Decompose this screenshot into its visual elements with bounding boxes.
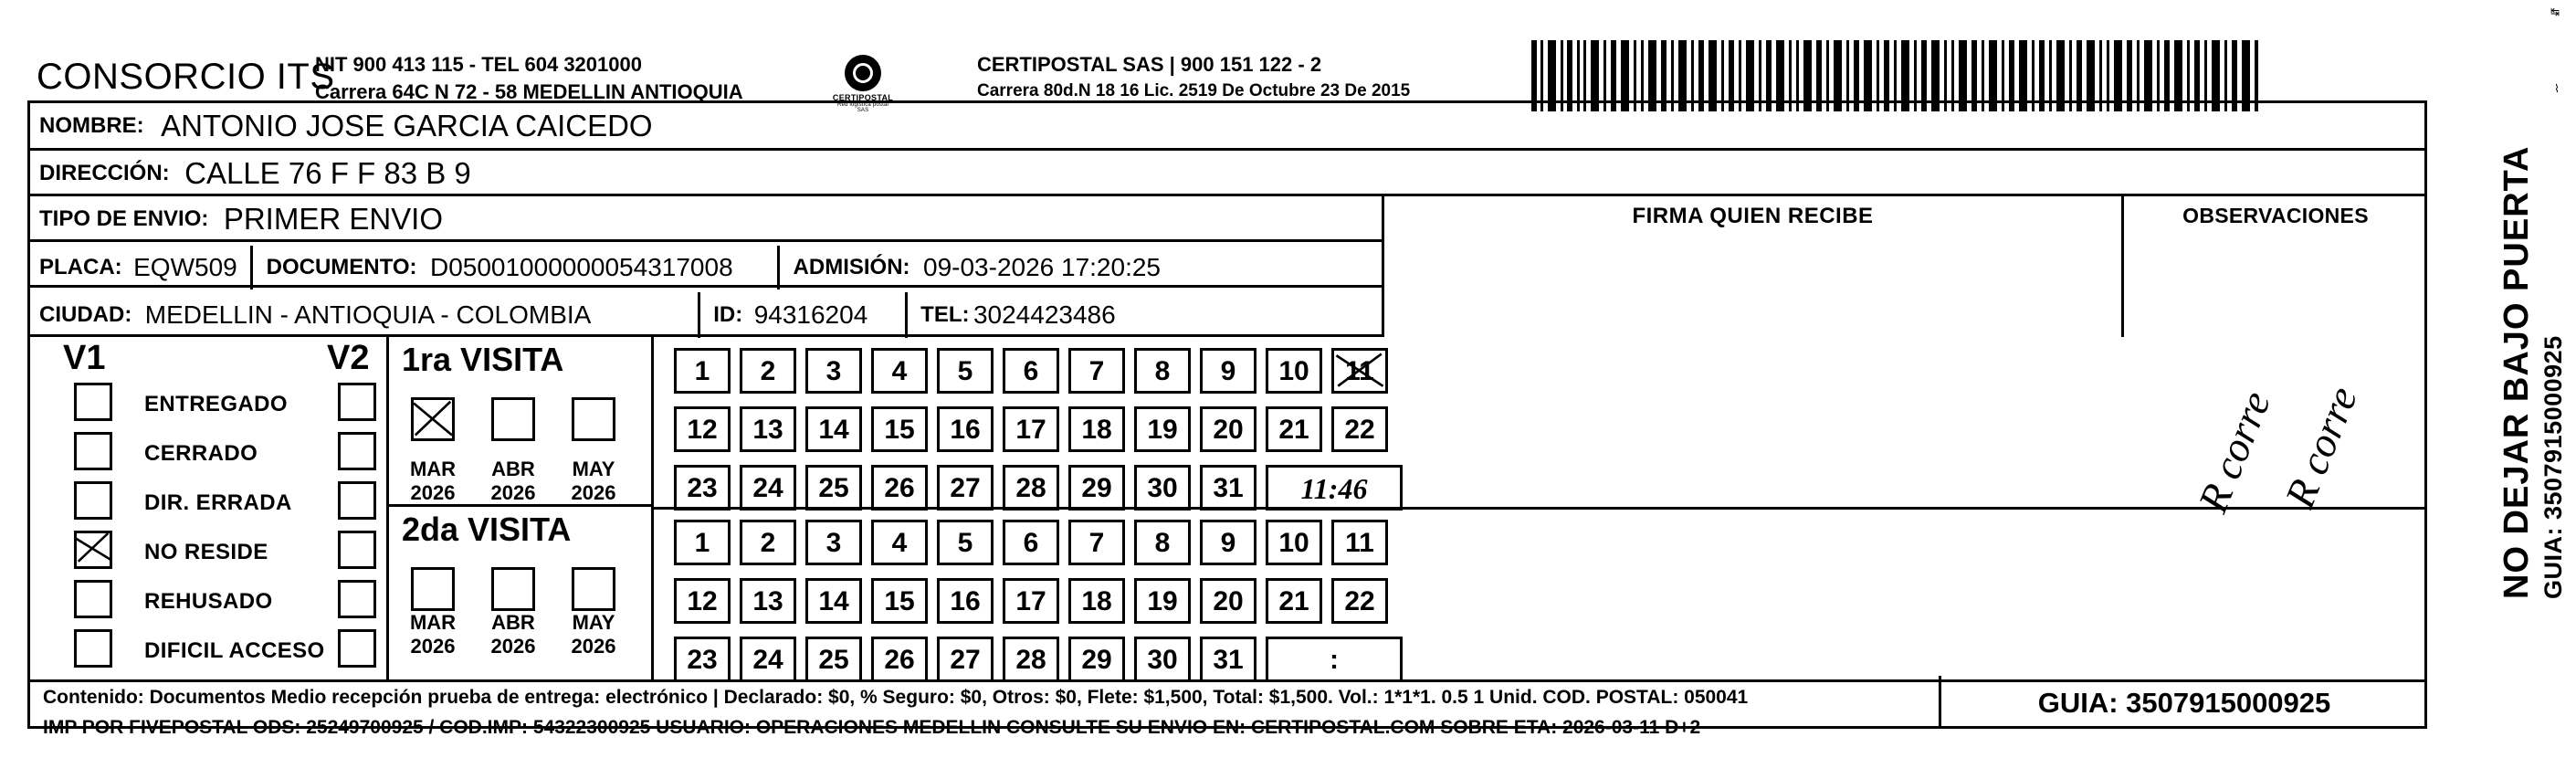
visit-1-day-16[interactable]: 16 <box>937 406 994 452</box>
checkbox-v2-cerrado[interactable] <box>338 432 376 470</box>
tipo-envio-value: PRIMER ENVIO <box>223 202 444 236</box>
visit-1-month-may-label: MAY <box>572 458 615 480</box>
visit-2-day-9[interactable]: 9 <box>1200 520 1256 565</box>
visit-1-day-30[interactable]: 30 <box>1134 465 1191 511</box>
visit-1-year-mar: 2026 <box>410 481 456 504</box>
visit-2-day-11[interactable]: 11 <box>1331 520 1388 565</box>
visit-1-day-31[interactable]: 31 <box>1200 465 1256 511</box>
vertical-guia-number: GUIA: 3507915000925 <box>2539 335 2567 599</box>
visit-2-year-may: 2026 <box>571 635 616 658</box>
company-nit-line: NIT 900 413 115 - TEL 604 3201000 <box>315 53 642 76</box>
visit-2-day-31[interactable]: 31 <box>1200 637 1256 682</box>
page-tick-mark: ↹ <box>2550 5 2560 18</box>
visit-2-day-17[interactable]: 17 <box>1003 578 1059 624</box>
handwritten-signature-1: R corre <box>2189 384 2280 519</box>
visit-1-day-12[interactable]: 12 <box>674 406 731 452</box>
divider <box>777 246 780 290</box>
field-row-placa-documento <box>30 242 1382 288</box>
visit-2-day-8[interactable]: 8 <box>1134 520 1191 565</box>
visit-1-day-1[interactable]: 1 <box>674 348 731 394</box>
visit-1-day-22[interactable]: 22 <box>1331 406 1388 452</box>
visit-1-month-mar-label: MAR <box>409 458 457 480</box>
visit-1-day-27[interactable]: 27 <box>937 465 994 511</box>
visit-1-day-28[interactable]: 28 <box>1003 465 1059 511</box>
status-label-cerrado: CERRADO <box>144 441 258 466</box>
visit-2-day-24[interactable]: 24 <box>740 637 796 682</box>
documento-label: DOCUMENTO: <box>266 255 417 279</box>
ciudad-label: CIUDAD: <box>39 302 132 327</box>
company-name: CONSORCIO ITS <box>37 57 335 97</box>
nombre-value: ANTONIO JOSE GARCIA CAICEDO <box>161 109 653 142</box>
visit-1-day-23[interactable]: 23 <box>674 465 731 511</box>
visit-2-title: 2da VISITA <box>402 511 572 548</box>
admision-value: 09-03-2026 17:20:25 <box>923 253 1161 281</box>
status-row-dir-errada <box>30 479 386 529</box>
visit-2-day-27[interactable]: 27 <box>937 637 994 682</box>
visit-1-day-9[interactable]: 9 <box>1200 348 1256 394</box>
visit-2-day-2[interactable]: 2 <box>740 520 796 565</box>
visit-1-day-4[interactable]: 4 <box>871 348 928 394</box>
visit-1-day-14[interactable]: 14 <box>805 406 862 452</box>
visit-1-day-13[interactable]: 13 <box>740 406 796 452</box>
visit-1-day-11[interactable]: 11 <box>1331 348 1388 394</box>
visit-2-day-10[interactable]: 10 <box>1266 520 1322 565</box>
visit-1-day-8[interactable]: 8 <box>1134 348 1191 394</box>
visit-2-day-7[interactable]: 7 <box>1068 520 1125 565</box>
checkbox-v2-no-reside[interactable] <box>338 531 376 569</box>
checkbox-v1-entregado[interactable] <box>74 383 112 421</box>
logo-subcaption: Red logistica postal SAS <box>836 102 889 113</box>
signature-panel[interactable] <box>1382 196 2121 337</box>
visit-1-block <box>389 337 651 507</box>
visit-1-day-7[interactable]: 7 <box>1068 348 1125 394</box>
guia-box <box>1939 676 2427 729</box>
visit-2-year-mar: 2026 <box>410 635 456 658</box>
visit-1-month-mar-checkbox[interactable] <box>411 397 455 441</box>
visit-2-block <box>389 507 651 677</box>
visit-2-day-14[interactable]: 14 <box>805 578 862 624</box>
footer-line-2: IMP POR FIVEPOSTAL ODS: 25249700925 / COD.IMP: 54322300925 USUARIO: OPERACIONES MEDELLIN CONSULTE SU ENVIO EN: CERTIPOSTAL.COM SOBRE ETA: 2026-03-11 D+2 <box>43 716 1701 738</box>
field-row-ciudad <box>30 288 1382 337</box>
operator-name-line: CERTIPOSTAL SAS | 900 151 122 - 2 <box>977 53 1322 76</box>
visit-2-day-26[interactable]: 26 <box>871 637 928 682</box>
visit-1-day-26[interactable]: 26 <box>871 465 928 511</box>
visit-2-year-abr: 2026 <box>490 635 536 658</box>
visit-1-year-abr: 2026 <box>490 481 536 504</box>
status-row-entregado <box>30 381 386 430</box>
checkbox-v1-dificil-acceso[interactable] <box>74 629 112 668</box>
logo-caption: CERTIPOSTAL <box>832 93 894 102</box>
visit-2-day-18[interactable]: 18 <box>1068 578 1125 624</box>
field-row-nombre <box>30 103 2424 151</box>
checkbox-v2-entregado[interactable] <box>338 383 376 421</box>
visit-2-day-29[interactable]: 29 <box>1068 637 1125 682</box>
tipo-envio-label: TIPO DE ENVIO: <box>39 206 209 231</box>
document-header <box>27 20 2493 113</box>
visit-2-day-20[interactable]: 20 <box>1200 578 1256 624</box>
page-tick-mark: ⌇ <box>2554 82 2560 95</box>
visit-1-month-abr-label: ABR <box>491 458 535 480</box>
day-grid <box>651 337 2427 679</box>
status-checkbox-column <box>30 337 386 679</box>
status-label-no-reside: NO RESIDE <box>144 540 268 564</box>
status-row-no-reside <box>30 529 386 578</box>
footer-text <box>43 683 1748 742</box>
visit-1-day-29[interactable]: 29 <box>1068 465 1125 511</box>
visit-2-day-6[interactable]: 6 <box>1003 520 1059 565</box>
direccion-label: DIRECCIÓN: <box>39 161 170 185</box>
visit-2-day-1[interactable]: 1 <box>674 520 731 565</box>
visit-2-day-4[interactable]: 4 <box>871 520 928 565</box>
visit-1-month-boxes <box>389 384 651 441</box>
visit-2-month-abr-checkbox[interactable] <box>491 567 535 611</box>
visit-1-day-6[interactable]: 6 <box>1003 348 1059 394</box>
visit-2-day-25[interactable]: 25 <box>805 637 862 682</box>
divider <box>905 292 908 338</box>
tel-value: 3024423486 <box>973 300 1116 329</box>
signature-panel-title: FIRMA QUIEN RECIBE <box>1632 204 1874 228</box>
visit-2-day-23[interactable]: 23 <box>674 637 731 682</box>
field-row-tipo-envio <box>30 196 1382 242</box>
visit-2-day-12[interactable]: 12 <box>674 578 731 624</box>
visit-1-day-19[interactable]: 19 <box>1134 406 1191 452</box>
operator-address-line: Carrera 80d.N 18 16 Lic. 2519 De Octubre 23 De 2015 <box>977 80 1411 100</box>
visit-1-year-may: 2026 <box>571 481 616 504</box>
placa-label: PLACA: <box>39 255 122 279</box>
status-row-rehusado <box>30 578 386 627</box>
status-label-dificil-acceso: DIFICIL ACCESO <box>144 638 325 663</box>
company-contact <box>315 51 743 105</box>
visit-2-day-5[interactable]: 5 <box>937 520 994 565</box>
visit-1-day-24[interactable]: 24 <box>740 465 796 511</box>
id-label: ID: <box>713 302 743 327</box>
visit-1-time-field[interactable]: 11:46 <box>1266 465 1403 511</box>
operator-info <box>977 51 1410 103</box>
visit-1-day-10[interactable]: 10 <box>1266 348 1322 394</box>
v1-header: V1 <box>63 339 106 377</box>
logo-mark-icon <box>845 55 881 91</box>
visit-1-day-17[interactable]: 17 <box>1003 406 1059 452</box>
placa-value: EQW509 <box>133 253 237 281</box>
visit-1-day-15[interactable]: 15 <box>871 406 928 452</box>
visit-1-day-21[interactable]: 21 <box>1266 406 1322 452</box>
divider <box>250 246 253 290</box>
visit-2-day-13[interactable]: 13 <box>740 578 796 624</box>
check-x-icon <box>414 400 452 438</box>
checkbox-v2-rehusado[interactable] <box>338 580 376 618</box>
observations-panel-title: OBSERVACIONES <box>2182 204 2369 227</box>
visit-2-day-16[interactable]: 16 <box>937 578 994 624</box>
company-address-line: Carrera 64C N 72 - 58 MEDELLIN ANTIOQUIA <box>315 79 743 103</box>
no-dejar-bajo-puerta-notice: NO DEJAR BAJO PUERTA <box>2497 145 2536 599</box>
status-row-cerrado <box>30 430 386 479</box>
visit-1-month-abr-checkbox[interactable] <box>491 397 535 441</box>
visit-2-day-19[interactable]: 19 <box>1134 578 1191 624</box>
documento-value: D05001000000054317008 <box>429 253 733 281</box>
v2-header: V2 <box>327 339 370 377</box>
admision-label: ADMISIÓN: <box>793 255 910 279</box>
visit-2-day-30[interactable]: 30 <box>1134 637 1191 682</box>
status-column-headers <box>30 337 386 381</box>
visit-2-month-boxes <box>389 554 651 611</box>
visit-2-day-3[interactable]: 3 <box>805 520 862 565</box>
label-body-frame <box>27 100 2427 738</box>
visit-2-month-mar-checkbox[interactable] <box>411 567 455 611</box>
visit-1-month-may-checkbox[interactable] <box>572 397 615 441</box>
status-row-dificil-acceso <box>30 627 386 677</box>
check-x-icon <box>77 533 110 566</box>
visit-status-section <box>30 337 2427 679</box>
status-label-dir-errada: DIR. ERRADA <box>144 490 292 515</box>
visit-1-day-20[interactable]: 20 <box>1200 406 1256 452</box>
nombre-label: NOMBRE: <box>39 113 144 138</box>
id-value: 94316204 <box>753 300 868 329</box>
checkbox-v1-rehusado[interactable] <box>74 580 112 618</box>
checkbox-v1-cerrado[interactable] <box>74 432 112 470</box>
visit-2-time-field[interactable]: : <box>1266 637 1403 682</box>
handwritten-signature-2: R corre <box>2276 380 2367 514</box>
visit-2-day-22[interactable]: 22 <box>1331 578 1388 624</box>
field-row-direccion <box>30 151 2424 196</box>
footer-line-1: Contenido: Documentos Medio recepción prueba de entrega: electrónico | Declarado: $0, % Seguro: $0, Otros: $0, Flete: $1,500, Total: $1,500. Vol.: 1*1*1. 0.5 1 Unid. COD. POSTAL: 050041 <box>43 687 1749 708</box>
guia-number: GUIA: 3507915000925 <box>2037 687 2331 719</box>
ciudad-value: MEDELLIN - ANTIOQUIA - COLOMBIA <box>144 300 592 329</box>
visit-2-month-abr-label: ABR <box>491 611 535 634</box>
visit-2-day-28[interactable]: 28 <box>1003 637 1059 682</box>
check-x-icon <box>1334 351 1385 391</box>
visit-1-day-2[interactable]: 2 <box>740 348 796 394</box>
visit-2-month-mar-label: MAR <box>409 611 457 634</box>
visit-1-day-18[interactable]: 18 <box>1068 406 1125 452</box>
footer <box>30 679 2427 738</box>
checkbox-v2-dir-errada[interactable] <box>338 481 376 520</box>
observations-panel[interactable] <box>2121 196 2427 337</box>
visit-1-day-3[interactable]: 3 <box>805 348 862 394</box>
checkbox-v1-dir-errada[interactable] <box>74 481 112 520</box>
status-label-rehusado: REHUSADO <box>144 589 273 614</box>
visit-2-month-may-label: MAY <box>572 611 615 634</box>
visit-1-day-5[interactable]: 5 <box>937 348 994 394</box>
direccion-value: CALLE 76 F F 83 B 9 <box>184 156 471 190</box>
visit-month-column <box>386 337 651 679</box>
visit-1-day-25[interactable]: 25 <box>805 465 862 511</box>
divider <box>698 292 700 338</box>
visit-2-month-may-checkbox[interactable] <box>572 567 615 611</box>
status-label-entregado: ENTREGADO <box>144 392 288 416</box>
checkbox-v2-dificil-acceso[interactable] <box>338 629 376 668</box>
visit-2-day-15[interactable]: 15 <box>871 578 928 624</box>
tel-label: TEL: <box>920 302 970 327</box>
visit-1-title: 1ra VISITA <box>402 341 564 378</box>
visit-2-day-21[interactable]: 21 <box>1266 578 1322 624</box>
checkbox-v1-no-reside[interactable] <box>74 531 112 569</box>
